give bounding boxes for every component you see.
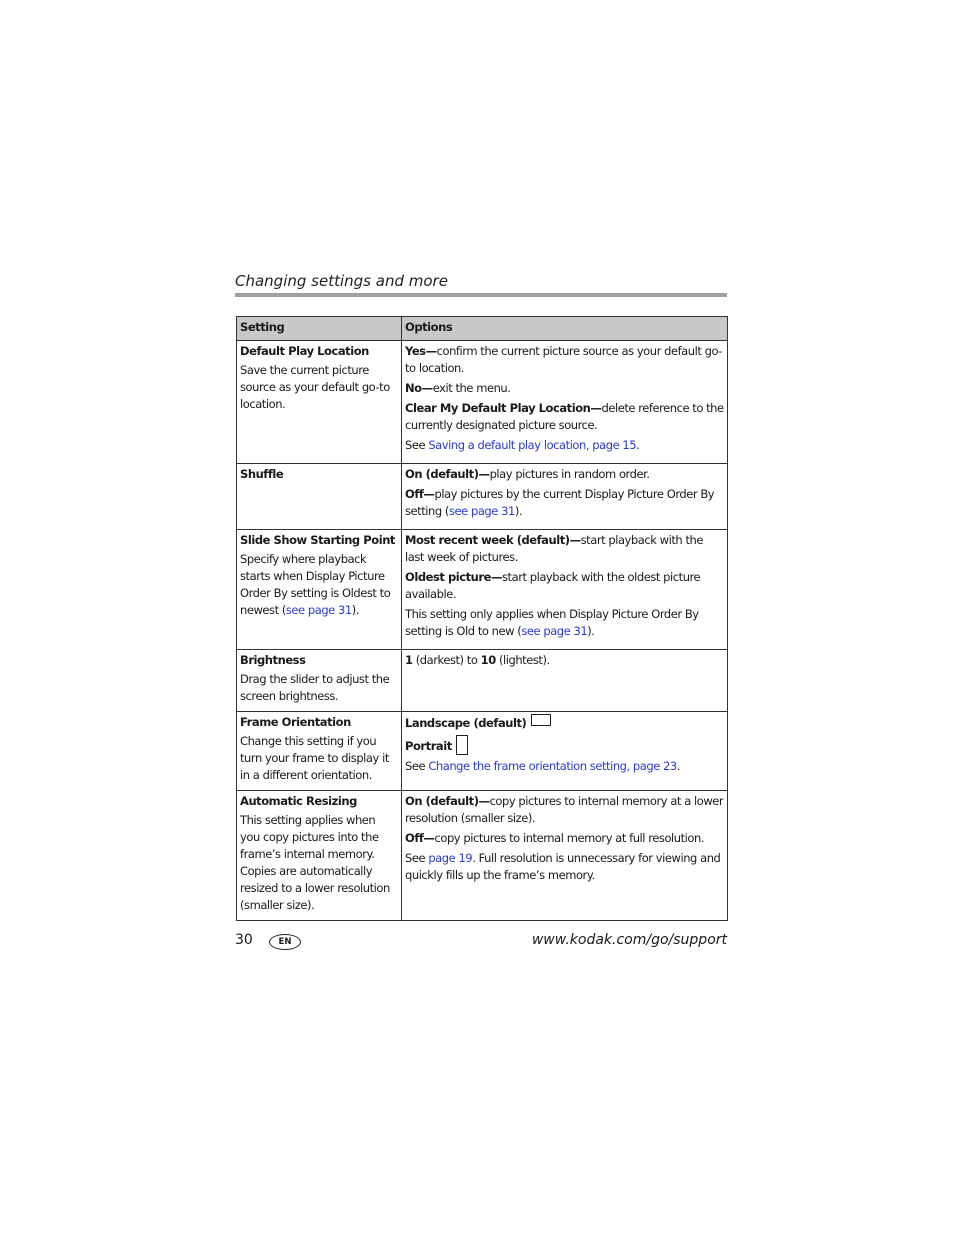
setting-description: This setting applies when you copy pictures into the frame’s internal memory. Copies are automatically resized to a lower resolution (smaller size). bbox=[240, 813, 390, 912]
options-cell bbox=[402, 530, 728, 650]
table-header-row bbox=[237, 317, 728, 341]
page-footer bbox=[235, 930, 727, 954]
options-cell bbox=[402, 650, 728, 712]
option-item: Yes—confirm the current picture source as your default go-to location. bbox=[405, 344, 722, 375]
option-note: This setting only applies when Display Picture Order By setting is Old to new (see page 31). bbox=[405, 607, 699, 638]
setting-name: Brightness bbox=[240, 653, 306, 667]
options-cell bbox=[402, 464, 728, 530]
language-badge: EN bbox=[269, 934, 301, 950]
see-reference: See Change the frame orientation setting, page 23. bbox=[405, 759, 681, 773]
option-item: Portrait bbox=[405, 735, 724, 755]
setting-description: Drag the slider to adjust the screen brightness. bbox=[240, 672, 390, 703]
options-cell bbox=[402, 712, 728, 791]
setting-cell bbox=[237, 712, 402, 791]
settings-table bbox=[236, 316, 728, 921]
option-item: Landscape (default) bbox=[405, 714, 724, 732]
setting-name: Frame Orientation bbox=[240, 715, 351, 729]
options-cell bbox=[402, 791, 728, 921]
cross-reference-link[interactable]: see page 31 bbox=[448, 504, 515, 518]
cross-reference-link[interactable]: see page 31 bbox=[521, 624, 588, 638]
brightness-range: 1 (darkest) to 10 (lightest). bbox=[405, 653, 550, 667]
page-number: 30 bbox=[235, 932, 253, 948]
cross-reference-link[interactable]: Change the frame orientation setting, page 23 bbox=[428, 759, 677, 773]
setting-cell bbox=[237, 464, 402, 530]
cross-reference-link[interactable]: Saving a default play location, page 15 bbox=[428, 438, 637, 452]
header-rule bbox=[235, 293, 727, 297]
setting-description: Save the current picture source as your default go-to location. bbox=[240, 363, 390, 411]
running-header bbox=[235, 271, 727, 297]
option-item: Off—play pictures by the current Display Picture Order By setting (see page 31). bbox=[405, 487, 715, 518]
setting-cell bbox=[237, 341, 402, 464]
landscape-orientation-icon bbox=[531, 714, 551, 726]
table-row bbox=[237, 650, 728, 712]
setting-name: Automatic Resizing bbox=[240, 794, 357, 808]
table-row bbox=[237, 791, 728, 921]
setting-cell bbox=[237, 650, 402, 712]
column-header-options: Options bbox=[402, 317, 728, 341]
table-row bbox=[237, 712, 728, 791]
option-item: On (default)—copy pictures to internal memory at a lower resolution (smaller size). bbox=[405, 794, 724, 825]
support-url-link[interactable]: www.kodak.com/go/support bbox=[531, 932, 727, 948]
section-title: Changing settings and more bbox=[235, 272, 448, 290]
setting-name: Default Play Location bbox=[240, 344, 369, 358]
table-row bbox=[237, 464, 728, 530]
cross-reference-link[interactable]: page 19 bbox=[428, 851, 473, 865]
see-reference: See page 19. Full resolution is unnecessary for viewing and quickly fills up the frame’s memory. bbox=[405, 851, 721, 882]
setting-name: Shuffle bbox=[240, 467, 284, 481]
option-item: Off—copy pictures to internal memory at full resolution. bbox=[405, 831, 705, 845]
setting-cell bbox=[237, 530, 402, 650]
setting-description: Change this setting if you turn your frame to display it in a different orientation. bbox=[240, 734, 389, 782]
setting-name: Slide Show Starting Point bbox=[240, 533, 395, 547]
cross-reference-link[interactable]: see page 31 bbox=[285, 603, 352, 617]
options-cell bbox=[402, 341, 728, 464]
option-item: Oldest picture—start playback with the oldest picture available. bbox=[405, 570, 701, 601]
option-item: Clear My Default Play Location—delete reference to the currently designated picture source. bbox=[405, 401, 724, 432]
table-row bbox=[237, 341, 728, 464]
table-row bbox=[237, 530, 728, 650]
option-item: Most recent week (default)—start playback with the last week of pictures. bbox=[405, 533, 703, 564]
option-item: No—exit the menu. bbox=[405, 381, 511, 395]
portrait-orientation-icon bbox=[456, 735, 468, 755]
setting-description: Specify where playback starts when Display Picture Order By setting is Oldest to newest (see page 31). bbox=[240, 552, 391, 617]
see-reference: See Saving a default play location, page 15. bbox=[405, 438, 640, 452]
setting-cell bbox=[237, 791, 402, 921]
option-item: On (default)—play pictures in random order. bbox=[405, 467, 650, 481]
column-header-setting: Setting bbox=[237, 317, 402, 341]
